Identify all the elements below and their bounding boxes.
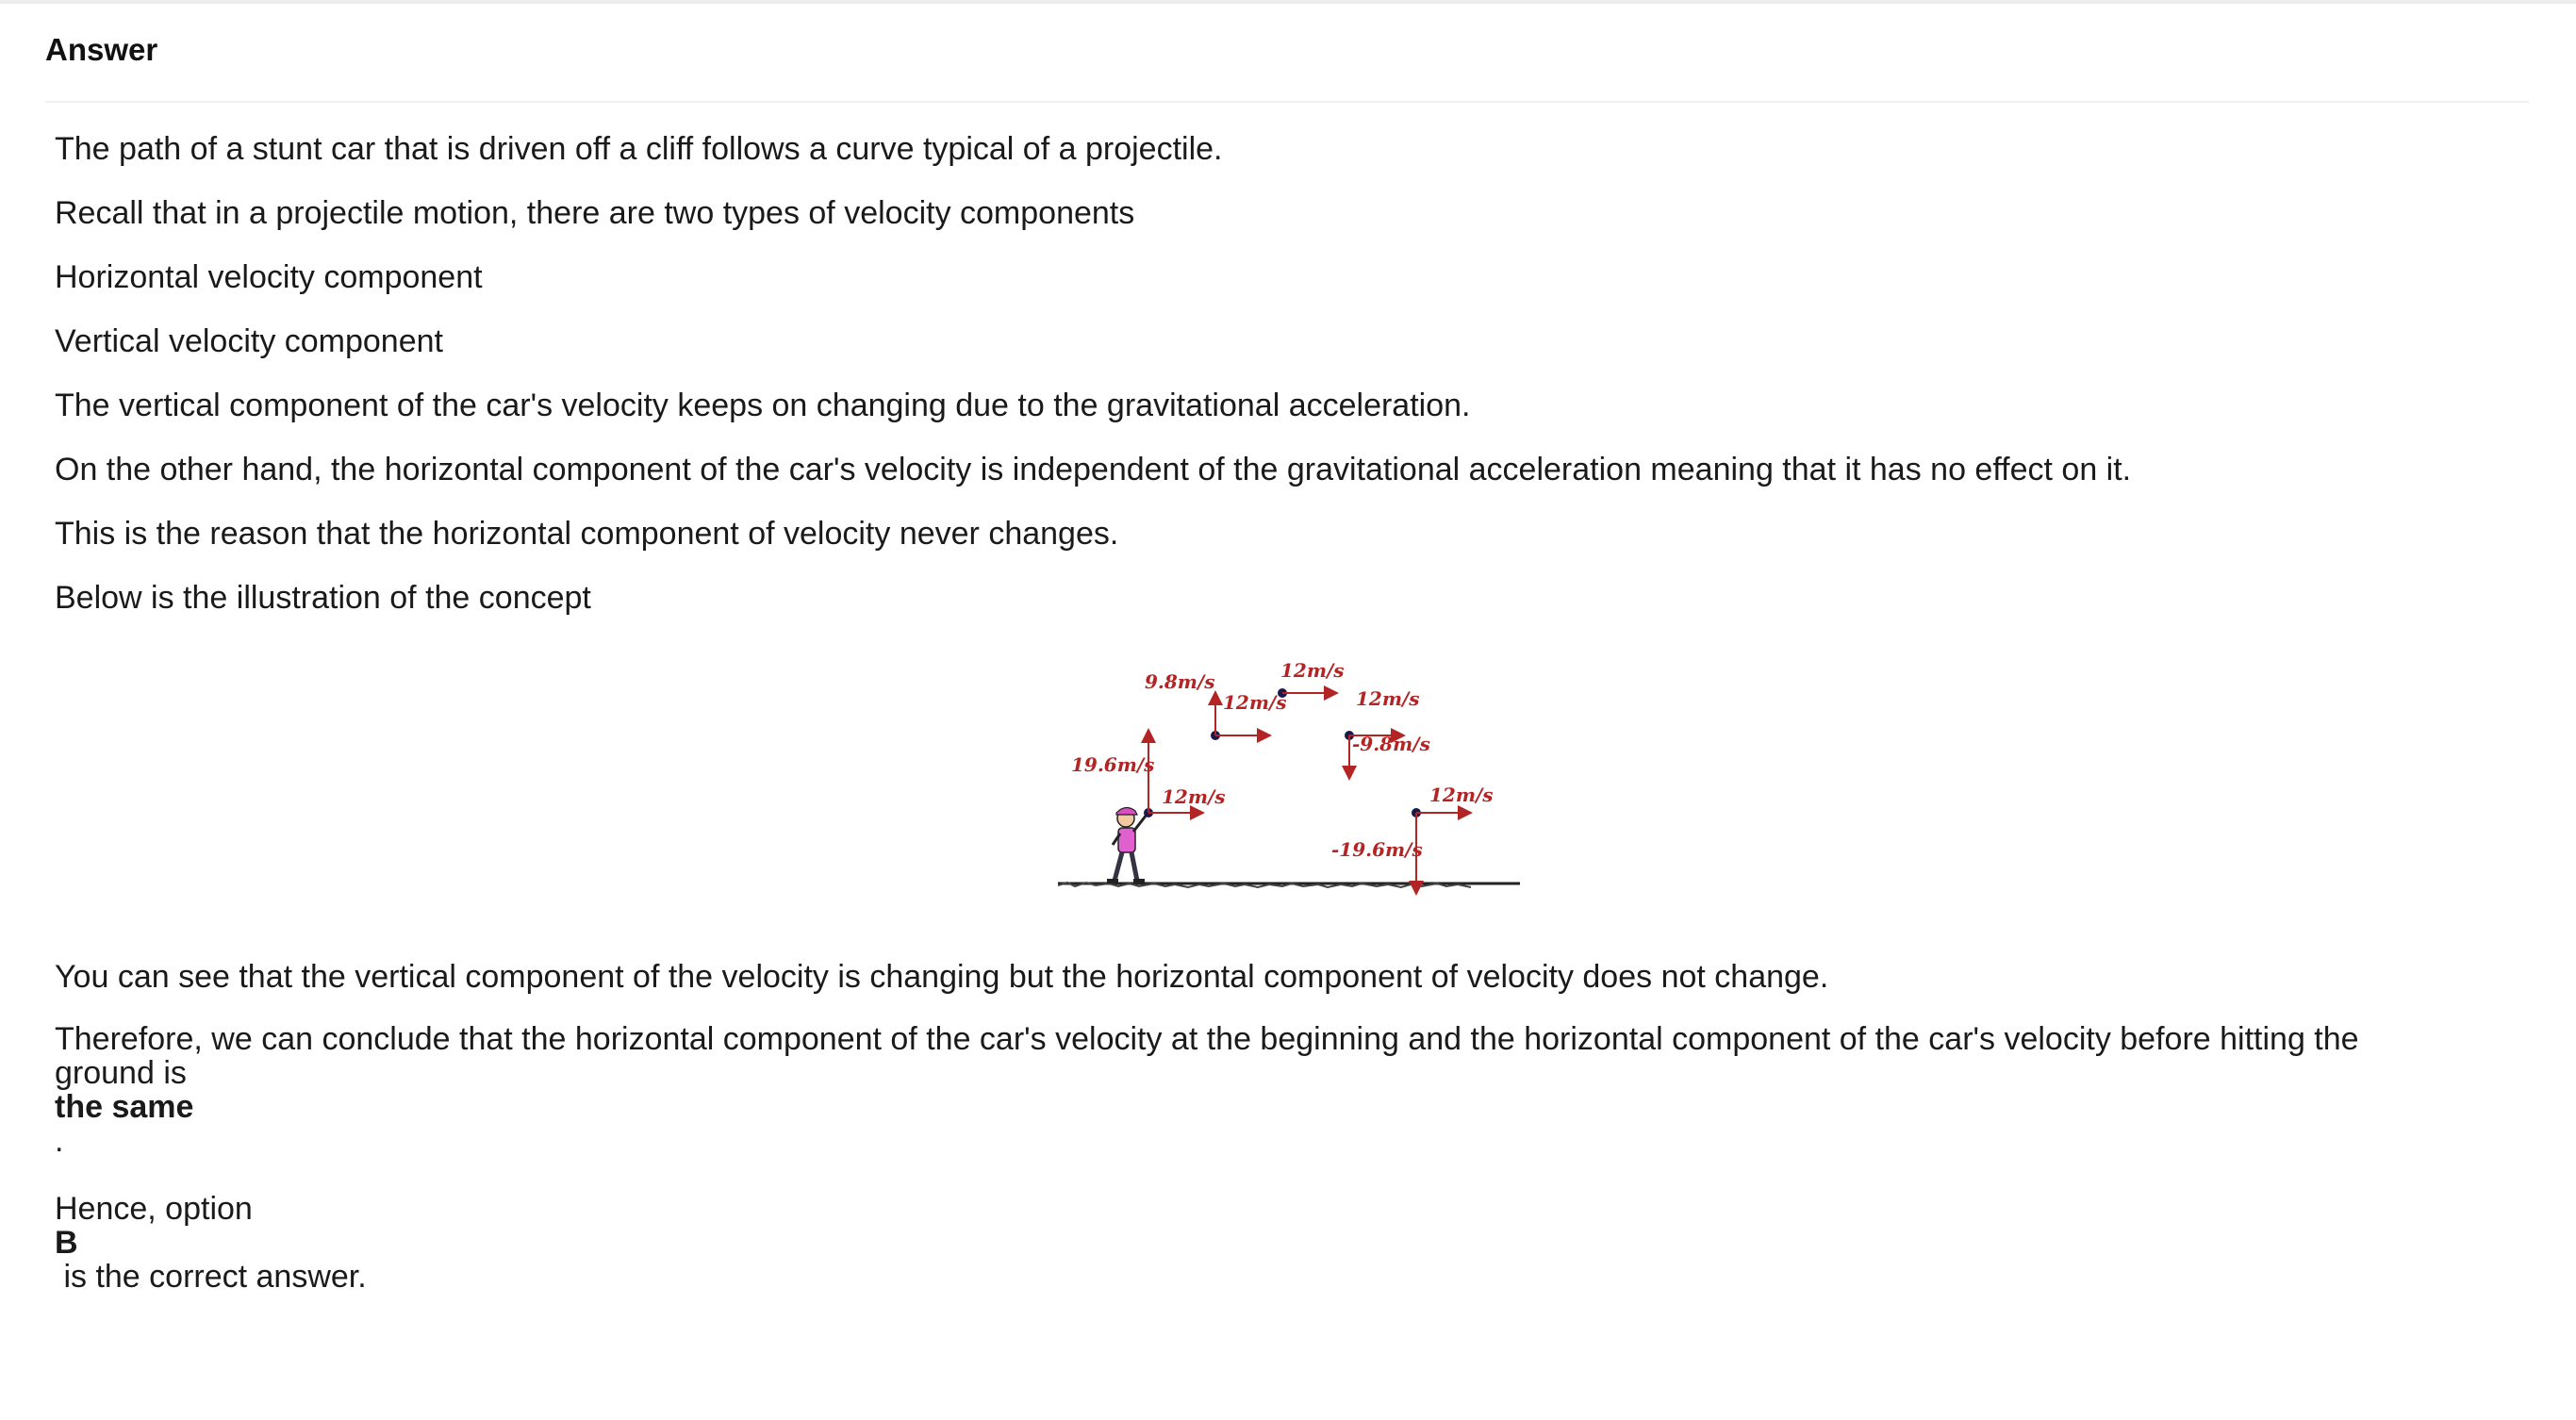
conclusion-emphasis: the same: [55, 1089, 194, 1125]
label-vx-start: 12m/s: [1162, 785, 1226, 808]
ground: [1058, 883, 1520, 887]
paragraph: You can see that the vertical component of the velocity is changing but the horizontal component of velocity does not change.: [55, 959, 1829, 995]
paragraph: Recall that in a projectile motion, there are two types of velocity components: [55, 195, 1135, 231]
label-vy-rise: 9.8m/s: [1145, 670, 1215, 693]
paragraph: Below is the illustration of the concept: [55, 580, 591, 616]
paragraph: On the other hand, the horizontal component of the car's velocity is independent of the gravitational acceleration meaning that it has no effect on it.: [55, 452, 2132, 487]
label-vy-start: 19.6m/s: [1071, 753, 1155, 776]
conclusion-line: Therefore, we can conclude that the horizontal component of the car's velocity at the beginning and the horizontal component of the car's velocity before hitting the: [55, 1021, 2359, 1057]
label-vy-end: -19.6m/s: [1331, 838, 1423, 861]
conclusion-line: ground is: [55, 1055, 187, 1091]
projectile-illustration: [1058, 643, 1548, 918]
paragraph: The path of a stunt car that is driven off a cliff follows a curve typical of a projectile.: [55, 131, 1223, 167]
conclusion-period: .: [55, 1123, 64, 1159]
final-suffix: is the correct answer.: [55, 1259, 367, 1295]
answer-content: [55, 130, 2544, 1294]
conclusion-block: [55, 1022, 2544, 1158]
final-answer-block: [55, 1192, 2544, 1294]
paragraph: Vertical velocity component: [55, 323, 443, 359]
final-prefix: Hence, option: [55, 1191, 253, 1227]
final-option: B: [55, 1225, 78, 1261]
answer-heading: Answer: [45, 32, 158, 67]
projectile-figure: [55, 643, 2544, 918]
label-vy-fall: -9.8m/s: [1352, 733, 1430, 755]
label-vx-fall: 12m/s: [1356, 687, 1420, 710]
person-figure: [1107, 807, 1147, 883]
paragraph: The vertical component of the car's velocity keeps on changing due to the gravitational acceleration.: [55, 388, 1471, 423]
label-vx-end: 12m/s: [1429, 784, 1494, 806]
paragraph: Horizontal velocity component: [55, 259, 483, 295]
paragraph: This is the reason that the horizontal component of velocity never changes.: [55, 516, 1119, 552]
top-border: [0, 0, 2576, 4]
divider: [45, 101, 2529, 103]
label-vx-top: 12m/s: [1280, 659, 1345, 682]
label-vx-rise: 12m/s: [1223, 691, 1287, 714]
